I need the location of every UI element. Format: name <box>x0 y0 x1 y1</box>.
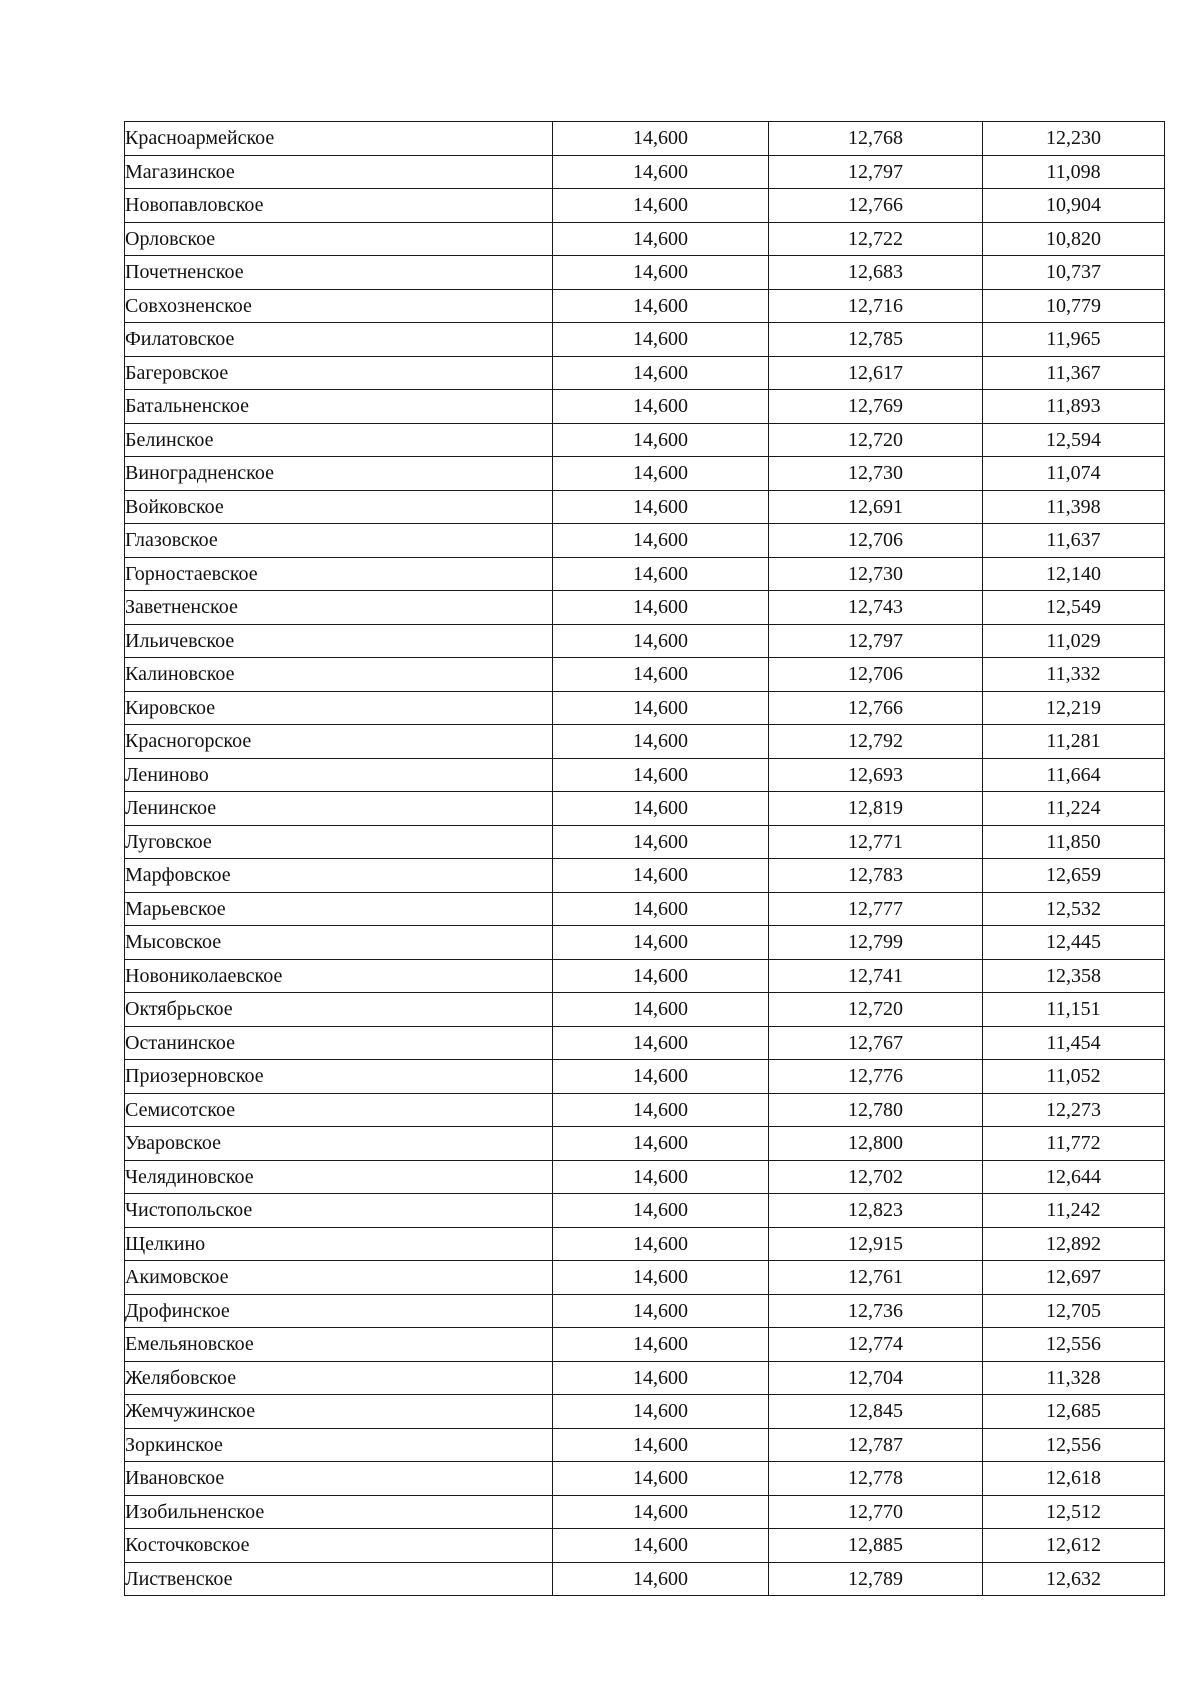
table-row <box>125 624 1165 658</box>
table-row <box>125 323 1165 357</box>
value-2-cell: 12,767 <box>769 1026 983 1060</box>
settlement-name-cell: Филатовское <box>125 323 553 357</box>
settlement-name-cell: Красноармейское <box>125 122 553 156</box>
value-3-cell: 12,140 <box>983 557 1165 591</box>
value-3-cell: 11,893 <box>983 390 1165 424</box>
settlement-name-cell: Ленинское <box>125 792 553 826</box>
value-1-cell: 14,600 <box>553 725 769 759</box>
settlement-name-cell: Желябовское <box>125 1361 553 1395</box>
value-3-cell: 11,151 <box>983 993 1165 1027</box>
value-2-cell: 12,766 <box>769 691 983 725</box>
table-row <box>125 926 1165 960</box>
table-row <box>125 1294 1165 1328</box>
value-3-cell: 12,219 <box>983 691 1165 725</box>
value-3-cell: 11,098 <box>983 155 1165 189</box>
settlement-name-cell: Орловское <box>125 222 553 256</box>
value-3-cell: 10,779 <box>983 289 1165 323</box>
value-2-cell: 12,885 <box>769 1529 983 1563</box>
value-1-cell: 14,600 <box>553 256 769 290</box>
value-2-cell: 12,768 <box>769 122 983 156</box>
value-1-cell: 14,600 <box>553 1294 769 1328</box>
settlement-name-cell: Марфовское <box>125 859 553 893</box>
table-row <box>125 1328 1165 1362</box>
table-row <box>125 1562 1165 1596</box>
value-1-cell: 14,600 <box>553 926 769 960</box>
value-1-cell: 14,600 <box>553 1361 769 1395</box>
value-2-cell: 12,770 <box>769 1495 983 1529</box>
value-3-cell: 12,512 <box>983 1495 1165 1529</box>
value-1-cell: 14,600 <box>553 1562 769 1596</box>
table-row <box>125 892 1165 926</box>
value-2-cell: 12,776 <box>769 1060 983 1094</box>
value-1-cell: 14,600 <box>553 122 769 156</box>
value-2-cell: 12,771 <box>769 825 983 859</box>
value-1-cell: 14,600 <box>553 323 769 357</box>
settlement-name-cell: Октябрьское <box>125 993 553 1027</box>
value-1-cell: 14,600 <box>553 1261 769 1295</box>
value-3-cell: 11,332 <box>983 658 1165 692</box>
settlement-name-cell: Батальненское <box>125 390 553 424</box>
settlement-name-cell: Приозерновское <box>125 1060 553 1094</box>
value-1-cell: 14,600 <box>553 658 769 692</box>
value-2-cell: 12,702 <box>769 1160 983 1194</box>
table-row <box>125 222 1165 256</box>
value-3-cell: 11,074 <box>983 457 1165 491</box>
value-1-cell: 14,600 <box>553 222 769 256</box>
value-2-cell: 12,691 <box>769 490 983 524</box>
value-1-cell: 14,600 <box>553 591 769 625</box>
value-1-cell: 14,600 <box>553 457 769 491</box>
value-2-cell: 12,778 <box>769 1462 983 1496</box>
value-2-cell: 12,766 <box>769 189 983 223</box>
table-row <box>125 1361 1165 1395</box>
value-1-cell: 14,600 <box>553 189 769 223</box>
value-1-cell: 14,600 <box>553 1160 769 1194</box>
settlement-name-cell: Жемчужинское <box>125 1395 553 1429</box>
table-row <box>125 1160 1165 1194</box>
value-1-cell: 14,600 <box>553 155 769 189</box>
settlement-name-cell: Луговское <box>125 825 553 859</box>
value-3-cell: 12,644 <box>983 1160 1165 1194</box>
value-3-cell: 11,367 <box>983 356 1165 390</box>
value-2-cell: 12,741 <box>769 959 983 993</box>
value-1-cell: 14,600 <box>553 859 769 893</box>
settlement-name-cell: Ильичевское <box>125 624 553 658</box>
value-3-cell: 11,052 <box>983 1060 1165 1094</box>
settlement-name-cell: Новопавловское <box>125 189 553 223</box>
value-2-cell: 12,706 <box>769 524 983 558</box>
value-2-cell: 12,769 <box>769 390 983 424</box>
settlement-name-cell: Изобильненское <box>125 1495 553 1529</box>
value-2-cell: 12,730 <box>769 457 983 491</box>
table-row <box>125 122 1165 156</box>
value-3-cell: 12,612 <box>983 1529 1165 1563</box>
table-row <box>125 658 1165 692</box>
settlement-name-cell: Калиновское <box>125 658 553 692</box>
table-row <box>125 691 1165 725</box>
settlements-table <box>124 121 1165 1596</box>
settlement-name-cell: Багеровское <box>125 356 553 390</box>
value-1-cell: 14,600 <box>553 1462 769 1496</box>
value-3-cell: 12,445 <box>983 926 1165 960</box>
value-3-cell: 10,737 <box>983 256 1165 290</box>
value-1-cell: 14,600 <box>553 356 769 390</box>
settlement-name-cell: Войковское <box>125 490 553 524</box>
value-1-cell: 14,600 <box>553 825 769 859</box>
table-row <box>125 289 1165 323</box>
table-row <box>125 155 1165 189</box>
value-3-cell: 12,549 <box>983 591 1165 625</box>
settlement-name-cell: Емельяновское <box>125 1328 553 1362</box>
value-2-cell: 12,722 <box>769 222 983 256</box>
value-2-cell: 12,845 <box>769 1395 983 1429</box>
value-3-cell: 10,820 <box>983 222 1165 256</box>
value-3-cell: 12,697 <box>983 1261 1165 1295</box>
value-3-cell: 11,637 <box>983 524 1165 558</box>
settlement-name-cell: Заветненское <box>125 591 553 625</box>
value-3-cell: 11,772 <box>983 1127 1165 1161</box>
settlement-name-cell: Останинское <box>125 1026 553 1060</box>
table-row <box>125 993 1165 1027</box>
value-3-cell: 11,224 <box>983 792 1165 826</box>
value-2-cell: 12,683 <box>769 256 983 290</box>
value-3-cell: 11,029 <box>983 624 1165 658</box>
value-1-cell: 14,600 <box>553 289 769 323</box>
value-1-cell: 14,600 <box>553 624 769 658</box>
value-2-cell: 12,720 <box>769 423 983 457</box>
value-3-cell: 11,242 <box>983 1194 1165 1228</box>
settlement-name-cell: Зоркинское <box>125 1428 553 1462</box>
value-2-cell: 12,736 <box>769 1294 983 1328</box>
settlement-name-cell: Марьевское <box>125 892 553 926</box>
table-row <box>125 524 1165 558</box>
table-row <box>125 457 1165 491</box>
value-2-cell: 12,777 <box>769 892 983 926</box>
value-3-cell: 12,685 <box>983 1395 1165 1429</box>
value-1-cell: 14,600 <box>553 1127 769 1161</box>
table-row <box>125 1227 1165 1261</box>
table-row <box>125 189 1165 223</box>
settlement-name-cell: Дрофинское <box>125 1294 553 1328</box>
table-row <box>125 1194 1165 1228</box>
value-1-cell: 14,600 <box>553 390 769 424</box>
table-row <box>125 490 1165 524</box>
value-3-cell: 12,892 <box>983 1227 1165 1261</box>
value-2-cell: 12,693 <box>769 758 983 792</box>
value-3-cell: 12,618 <box>983 1462 1165 1496</box>
value-2-cell: 12,785 <box>769 323 983 357</box>
value-3-cell: 12,659 <box>983 859 1165 893</box>
settlement-name-cell: Лениново <box>125 758 553 792</box>
settlement-name-cell: Щелкино <box>125 1227 553 1261</box>
value-3-cell: 12,230 <box>983 122 1165 156</box>
value-2-cell: 12,704 <box>769 1361 983 1395</box>
table-row <box>125 1462 1165 1496</box>
table-row <box>125 390 1165 424</box>
value-3-cell: 11,454 <box>983 1026 1165 1060</box>
table-row <box>125 1395 1165 1429</box>
value-1-cell: 14,600 <box>553 691 769 725</box>
value-3-cell: 10,904 <box>983 189 1165 223</box>
table-row <box>125 591 1165 625</box>
value-3-cell: 12,273 <box>983 1093 1165 1127</box>
table-row <box>125 356 1165 390</box>
value-1-cell: 14,600 <box>553 1495 769 1529</box>
table-row <box>125 792 1165 826</box>
value-2-cell: 12,617 <box>769 356 983 390</box>
value-3-cell: 11,664 <box>983 758 1165 792</box>
value-2-cell: 12,761 <box>769 1261 983 1295</box>
value-1-cell: 14,600 <box>553 524 769 558</box>
value-2-cell: 12,783 <box>769 859 983 893</box>
value-2-cell: 12,730 <box>769 557 983 591</box>
value-3-cell: 11,850 <box>983 825 1165 859</box>
value-2-cell: 12,716 <box>769 289 983 323</box>
table-row <box>125 1495 1165 1529</box>
settlement-name-cell: Магазинское <box>125 155 553 189</box>
value-1-cell: 14,600 <box>553 423 769 457</box>
value-2-cell: 12,706 <box>769 658 983 692</box>
settlement-name-cell: Мысовское <box>125 926 553 960</box>
settlement-name-cell: Лиственское <box>125 1562 553 1596</box>
table-body <box>125 122 1165 1596</box>
table-row <box>125 725 1165 759</box>
value-1-cell: 14,600 <box>553 1328 769 1362</box>
table-row <box>125 1060 1165 1094</box>
settlement-name-cell: Белинское <box>125 423 553 457</box>
value-1-cell: 14,600 <box>553 892 769 926</box>
settlement-name-cell: Ивановское <box>125 1462 553 1496</box>
value-1-cell: 14,600 <box>553 993 769 1027</box>
settlement-name-cell: Косточковское <box>125 1529 553 1563</box>
value-3-cell: 11,965 <box>983 323 1165 357</box>
value-1-cell: 14,600 <box>553 1026 769 1060</box>
value-1-cell: 14,600 <box>553 1529 769 1563</box>
settlement-name-cell: Совхозненское <box>125 289 553 323</box>
settlement-name-cell: Уваровское <box>125 1127 553 1161</box>
value-1-cell: 14,600 <box>553 1227 769 1261</box>
value-1-cell: 14,600 <box>553 792 769 826</box>
table-row <box>125 1093 1165 1127</box>
value-2-cell: 12,799 <box>769 926 983 960</box>
value-2-cell: 12,743 <box>769 591 983 625</box>
value-2-cell: 12,915 <box>769 1227 983 1261</box>
table-row <box>125 859 1165 893</box>
value-1-cell: 14,600 <box>553 1428 769 1462</box>
value-3-cell: 12,594 <box>983 423 1165 457</box>
value-2-cell: 12,787 <box>769 1428 983 1462</box>
value-3-cell: 12,358 <box>983 959 1165 993</box>
table-row <box>125 825 1165 859</box>
value-1-cell: 14,600 <box>553 1395 769 1429</box>
value-1-cell: 14,600 <box>553 959 769 993</box>
table-row <box>125 1529 1165 1563</box>
settlement-name-cell: Виноградненское <box>125 457 553 491</box>
value-3-cell: 11,398 <box>983 490 1165 524</box>
settlement-name-cell: Почетненское <box>125 256 553 290</box>
value-3-cell: 11,328 <box>983 1361 1165 1395</box>
settlement-name-cell: Глазовское <box>125 524 553 558</box>
table-row <box>125 557 1165 591</box>
value-3-cell: 11,281 <box>983 725 1165 759</box>
table-row <box>125 1261 1165 1295</box>
value-2-cell: 12,780 <box>769 1093 983 1127</box>
settlement-name-cell: Кировское <box>125 691 553 725</box>
value-1-cell: 14,600 <box>553 1194 769 1228</box>
table-row <box>125 959 1165 993</box>
settlement-name-cell: Чистопольское <box>125 1194 553 1228</box>
table-row <box>125 1127 1165 1161</box>
settlement-name-cell: Горностаевское <box>125 557 553 591</box>
settlement-name-cell: Семисотское <box>125 1093 553 1127</box>
value-1-cell: 14,600 <box>553 490 769 524</box>
settlement-name-cell: Красногорское <box>125 725 553 759</box>
table-row <box>125 1026 1165 1060</box>
value-3-cell: 12,632 <box>983 1562 1165 1596</box>
value-2-cell: 12,720 <box>769 993 983 1027</box>
value-2-cell: 12,797 <box>769 624 983 658</box>
value-3-cell: 12,705 <box>983 1294 1165 1328</box>
settlement-name-cell: Новониколаевское <box>125 959 553 993</box>
value-2-cell: 12,800 <box>769 1127 983 1161</box>
value-1-cell: 14,600 <box>553 557 769 591</box>
value-1-cell: 14,600 <box>553 1093 769 1127</box>
value-1-cell: 14,600 <box>553 1060 769 1094</box>
value-2-cell: 12,774 <box>769 1328 983 1362</box>
settlement-name-cell: Акимовское <box>125 1261 553 1295</box>
value-2-cell: 12,792 <box>769 725 983 759</box>
value-3-cell: 12,532 <box>983 892 1165 926</box>
settlement-name-cell: Челядиновское <box>125 1160 553 1194</box>
value-1-cell: 14,600 <box>553 758 769 792</box>
table-row <box>125 423 1165 457</box>
table-row <box>125 256 1165 290</box>
value-2-cell: 12,823 <box>769 1194 983 1228</box>
value-3-cell: 12,556 <box>983 1328 1165 1362</box>
table-row <box>125 758 1165 792</box>
value-2-cell: 12,819 <box>769 792 983 826</box>
value-2-cell: 12,789 <box>769 1562 983 1596</box>
value-3-cell: 12,556 <box>983 1428 1165 1462</box>
table-row <box>125 1428 1165 1462</box>
value-2-cell: 12,797 <box>769 155 983 189</box>
